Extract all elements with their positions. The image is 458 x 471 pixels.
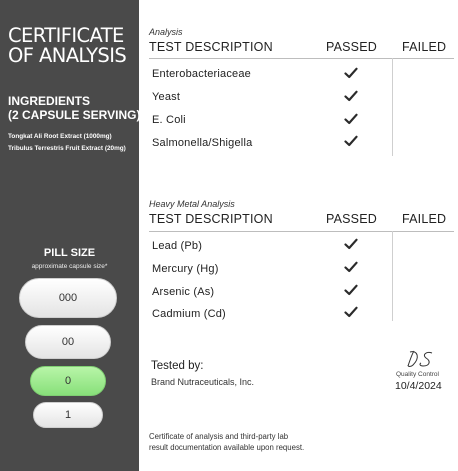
analysis-row-test: Salmonella/Shigella <box>152 137 253 149</box>
analysis-row-test: Enterobacteriaceae <box>152 68 251 80</box>
ingredient-item: Tribulus Terrestris Fruit Extract (20mg) <box>8 145 126 152</box>
quality-control-label: Quality Control <box>396 371 439 378</box>
tested-by-label: Tested by: <box>151 360 204 372</box>
analysis-row-test: E. Coli <box>152 114 186 126</box>
pill-label: 0 <box>64 375 72 387</box>
heavy-metal-row-test: Lead (Pb) <box>152 240 203 252</box>
heavy-metal-header-description: TEST DESCRIPTION <box>149 212 273 226</box>
check-icon <box>344 238 358 250</box>
check-icon <box>344 284 358 296</box>
analysis-header-passed: PASSED <box>326 40 377 54</box>
analysis-row-test: Yeast <box>152 91 181 103</box>
pill-size-000 <box>19 278 117 318</box>
check-icon <box>344 306 358 318</box>
heavy-metal-row-test: Cadmium (Cd) <box>152 308 226 320</box>
analysis-column-divider <box>392 58 393 156</box>
ingredients-title <box>8 94 140 122</box>
heavy-metal-header-passed: PASSED <box>326 212 377 226</box>
ingredient-item: Tongkat Ali Root Extract (1000mg) <box>8 133 112 140</box>
pill-size-0 <box>30 366 106 396</box>
analysis-header-divider <box>149 58 454 59</box>
analysis-header-failed: FAILED <box>402 40 447 54</box>
sidebar-panel <box>0 0 139 471</box>
ingredients-title-line-1: INGREDIENTS <box>8 94 91 108</box>
check-icon <box>344 135 358 147</box>
heavy-metal-row-test: Arsenic (As) <box>152 286 215 298</box>
pill-size-00 <box>25 325 111 359</box>
certificate-title-line-2: OF ANALYSIS <box>8 44 127 67</box>
footnote <box>149 432 304 453</box>
quality-control-date: 10/4/2024 <box>395 380 442 392</box>
heavy-metal-row-test: Mercury (Hg) <box>152 263 219 275</box>
tested-by-value: Brand Nutraceuticals, Inc. <box>151 377 255 387</box>
pill-label: 00 <box>61 336 75 348</box>
pill-size-title: PILL SIZE <box>43 247 96 259</box>
check-icon <box>344 67 358 79</box>
certificate-title <box>8 26 136 66</box>
heavy-metal-column-divider <box>392 231 393 321</box>
check-icon <box>344 261 358 273</box>
check-icon <box>344 90 358 102</box>
pill-label: 1 <box>64 409 72 421</box>
heavy-metal-section-label: Heavy Metal Analysis <box>149 199 235 209</box>
pill-size-1 <box>33 402 103 428</box>
pill-label: 000 <box>58 292 78 304</box>
footnote-line-1: Certificate of analysis and third-party lab <box>149 432 289 441</box>
pill-size-subtitle: approximate capsule size* <box>31 263 108 270</box>
footnote-line-2: result documentation available upon request. <box>149 442 305 452</box>
analysis-section-label: Analysis <box>149 27 183 37</box>
heavy-metal-header-divider <box>149 231 454 232</box>
signature-icon <box>404 348 438 370</box>
heavy-metal-header-failed: FAILED <box>402 212 447 226</box>
ingredients-title-line-2: (2 CAPSULE SERVING) <box>8 108 141 122</box>
check-icon <box>344 113 358 125</box>
analysis-header-description: TEST DESCRIPTION <box>149 40 273 54</box>
certificate-title-line-1: CERTIFICATE <box>8 24 124 47</box>
